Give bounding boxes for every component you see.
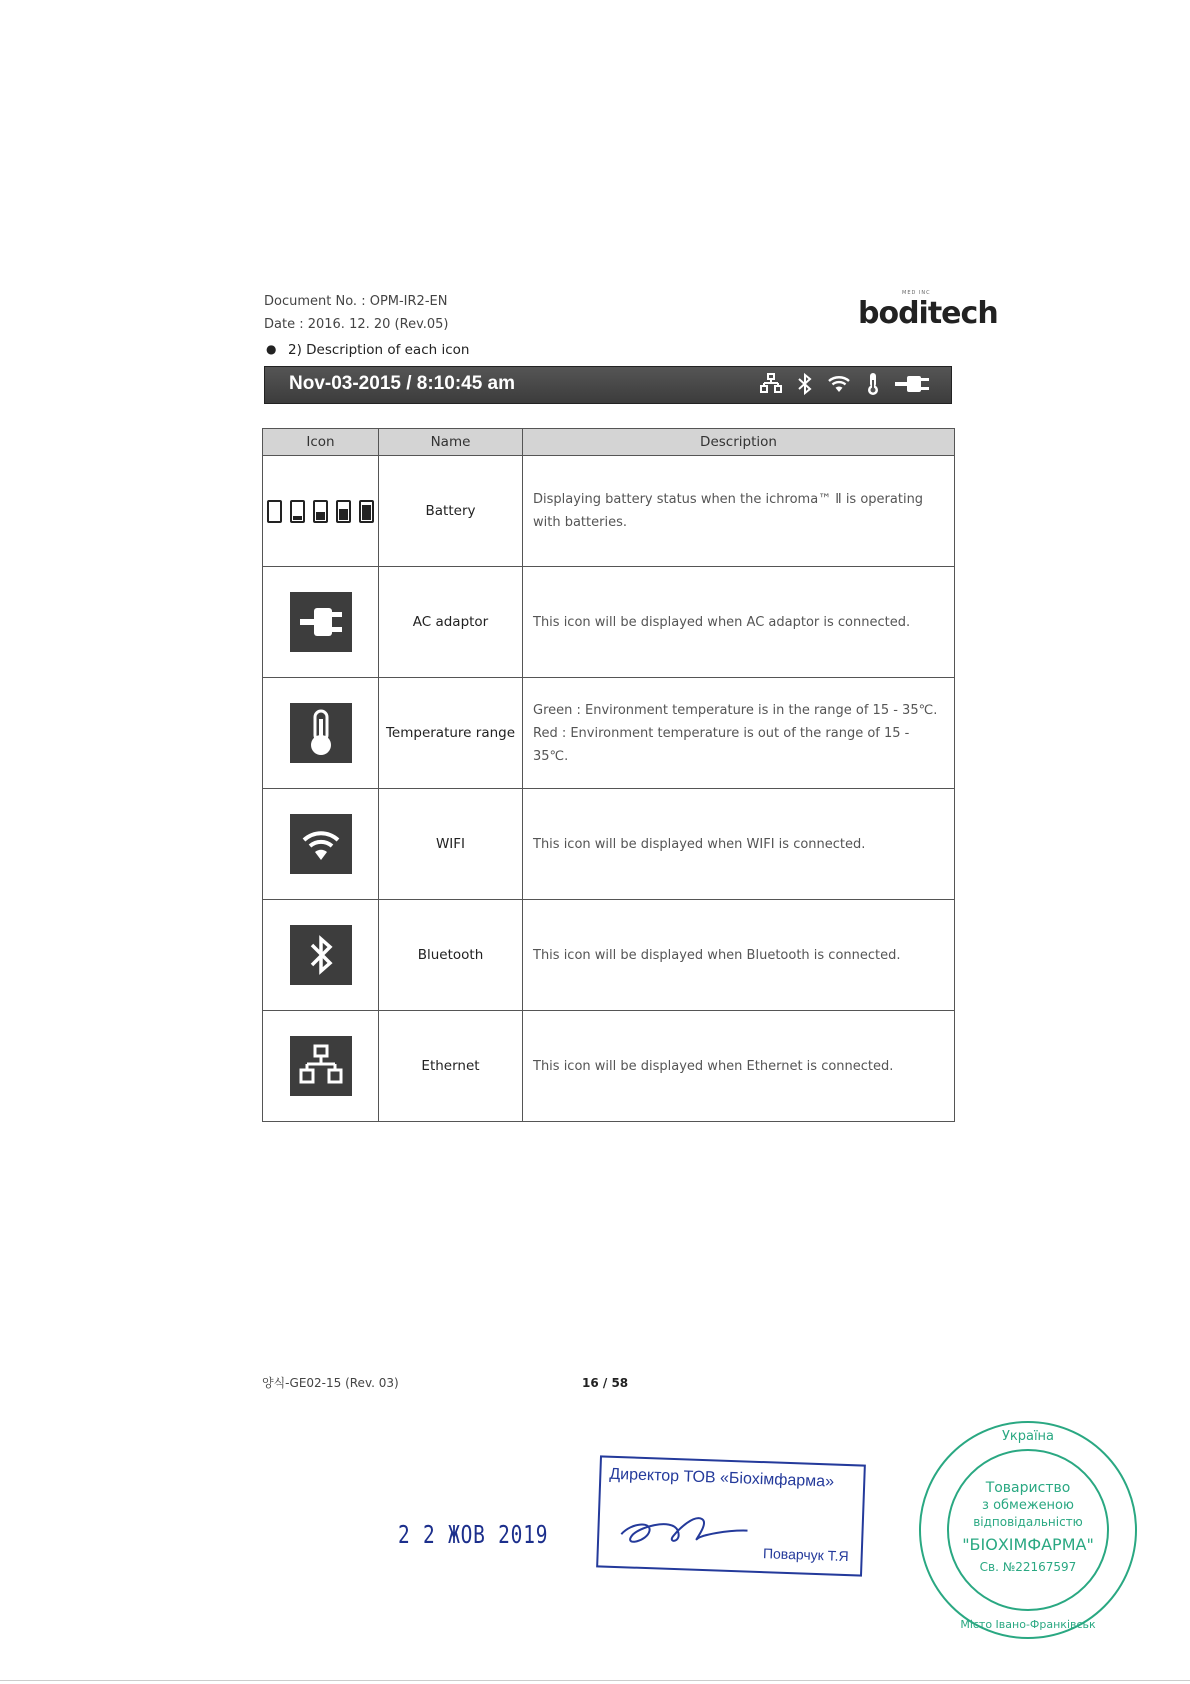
icon-description: This icon will be displayed when Bluetooth is connected. (523, 900, 955, 1011)
table-row (263, 456, 955, 567)
table-header-row (263, 429, 955, 456)
icon-name: Bluetooth (379, 900, 523, 1011)
section-title: 2) Description of each icon (288, 342, 470, 358)
status-bar-icons (759, 372, 931, 396)
icon-name: Battery (379, 456, 523, 567)
table-row (263, 900, 955, 1011)
signature-stamp (596, 1455, 866, 1576)
icon-description (523, 678, 955, 789)
description-line-green: Green : Environment temperature is in the range of 15 - 35℃. (533, 702, 938, 718)
plug-icon (895, 372, 931, 396)
icon-description: This icon will be displayed when Ethernet is connected. (523, 1011, 955, 1122)
icon-description: This icon will be displayed when WIFI is connected. (523, 789, 955, 900)
table-row (263, 567, 955, 678)
icon-description: This icon will be displayed when AC adaptor is connected. (523, 567, 955, 678)
wifi-icon (827, 372, 851, 396)
ethernet-icon (290, 1036, 352, 1096)
ethernet-icon (759, 372, 783, 396)
seal-registration: Св. №22167597 (979, 1560, 1077, 1574)
bluetooth-icon (290, 925, 352, 985)
thermometer-icon (861, 372, 885, 396)
column-header-name: Name (379, 429, 523, 456)
seal-company: "БІОХІМФАРМА" (962, 1535, 1094, 1554)
seal-line-2: з обмеженою (982, 1498, 1074, 1513)
table-row (263, 789, 955, 900)
status-bar-illustration (264, 366, 952, 404)
table-row (263, 678, 955, 789)
wifi-icon (290, 814, 352, 874)
company-seal (914, 1416, 1142, 1644)
seal-line-1: Товариство (985, 1480, 1071, 1496)
column-header-icon: Icon (263, 429, 379, 456)
logo-subtext: MED INC (902, 290, 931, 296)
document-date: Date : 2016. 12. 20 (Rev.05) (264, 317, 449, 332)
status-bar-time: Nov-03-2015 / 8:10:45 am (289, 373, 516, 394)
seal-country: Україна (1001, 1429, 1055, 1444)
icon-name: WIFI (379, 789, 523, 900)
icon-name: Temperature range (379, 678, 523, 789)
signature-name: Поварчук Т.Я (762, 1545, 849, 1565)
handwritten-signature (611, 1504, 753, 1559)
description-line-red: Red : Environment temperature is out of the range of 15 - 35℃. (533, 725, 910, 764)
date-stamp: 2 2 ЖОВ 2019 (398, 1520, 549, 1549)
thermometer-icon (290, 703, 352, 763)
company-logo (858, 290, 998, 334)
page-number: 16 / 58 (582, 1376, 629, 1390)
plug-icon (290, 592, 352, 652)
page-edge-line (0, 1680, 1190, 1681)
seal-city: Місто Івано-Франківськ (960, 1618, 1096, 1631)
battery-levels-icon (264, 500, 377, 523)
signature-title: Директор ТОВ «Біохімфарма» (609, 1465, 835, 1491)
logo-wordmark: boditech (858, 296, 998, 331)
document-number: Document No. : OPM-IR2-EN (264, 294, 448, 309)
icon-description-table (262, 428, 955, 1122)
bullet-icon: ● (266, 342, 277, 356)
form-code: 양식-GE02-15 (Rev. 03) (262, 1376, 399, 1390)
section-heading (266, 342, 470, 358)
table-row (263, 1011, 955, 1122)
bluetooth-icon (793, 372, 817, 396)
icon-name: Ethernet (379, 1011, 523, 1122)
icon-name: AC adaptor (379, 567, 523, 678)
column-header-description: Description (523, 429, 955, 456)
seal-line-3: відповідальністю (973, 1515, 1083, 1529)
icon-description: Displaying battery status when the ichroma™ Ⅱ is operating with batteries. (523, 456, 955, 567)
